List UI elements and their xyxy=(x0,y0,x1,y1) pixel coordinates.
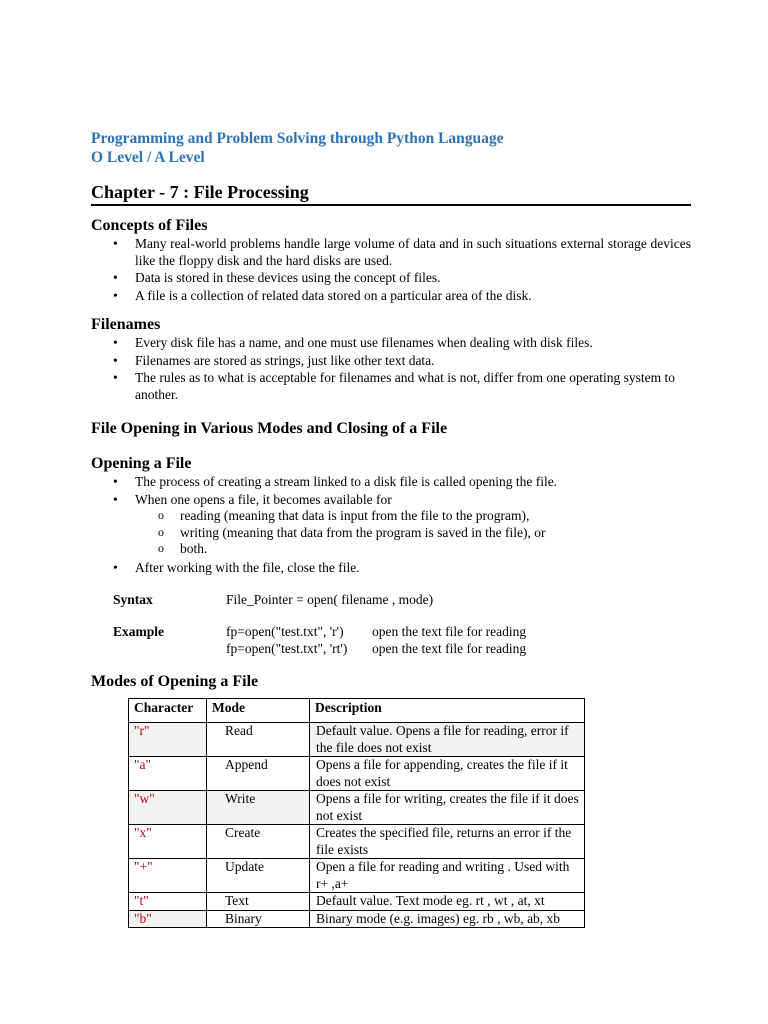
file-opening-heading: File Opening in Various Modes and Closing of a File xyxy=(91,420,448,437)
table-row xyxy=(129,723,585,757)
modes-heading: Modes of Opening a File xyxy=(91,673,259,690)
mode-desc: Binary mode (e.g. images) eg. rb , wb, ab, xb xyxy=(310,910,585,928)
mode-desc: Open a file for reading and writing . Used with r+ ,a+ xyxy=(310,859,585,893)
list-item-text: When one opens a file, it becomes available for xyxy=(135,491,392,507)
mode-name: Create xyxy=(207,825,310,859)
table-row xyxy=(129,825,585,859)
column-header: Description xyxy=(310,699,585,723)
sub-list xyxy=(135,508,691,558)
table-row xyxy=(129,859,585,893)
mode-desc: Opens a file for writing, creates the file if it does not exist xyxy=(310,791,585,825)
list-item xyxy=(91,492,691,558)
example-desc-1: open the text file for reading xyxy=(372,624,527,639)
list-item: • Data is stored in these devices using the concept of files. xyxy=(91,270,691,287)
mode-char: "x" xyxy=(129,825,207,859)
opening-list xyxy=(91,474,691,577)
example-code-1: fp=open("test.txt", 'r') xyxy=(226,624,344,639)
table-header-row xyxy=(129,699,585,723)
syntax-code: File_Pointer = open( filename , mode) xyxy=(226,592,434,607)
concepts-heading: Concepts of Files xyxy=(91,217,208,234)
modes-table xyxy=(128,698,585,928)
mode-char: "t" xyxy=(129,893,207,911)
list-item: • A file is a collection of related data stored on a particular area of the disk. xyxy=(91,288,691,305)
mode-char: "r" xyxy=(129,723,207,757)
example-code-2: fp=open("test.txt", 'rt') xyxy=(226,641,348,656)
mode-char: "+" xyxy=(129,859,207,893)
syntax-label: Syntax xyxy=(113,592,153,607)
example-desc-2: open the text file for reading xyxy=(372,641,527,656)
table-row xyxy=(129,757,585,791)
mode-desc: Creates the specified file, returns an error if the file exists xyxy=(310,825,585,859)
column-header: Character xyxy=(129,699,207,723)
sub-list-item: o writing (meaning that data from the program is saved in the file), or xyxy=(135,525,691,542)
list-item: • Many real-world problems handle large volume of data and in such situations external storage devices like the floppy disk and the hard disks are used. xyxy=(91,236,691,269)
column-header: Mode xyxy=(207,699,310,723)
mode-desc: Opens a file for appending, creates the file if it does not exist xyxy=(310,757,585,791)
course-level: O Level / A Level xyxy=(91,149,205,166)
table-row xyxy=(129,791,585,825)
mode-name: Write xyxy=(207,791,310,825)
mode-name: Read xyxy=(207,723,310,757)
example-label: Example xyxy=(113,624,165,639)
mode-name: Text xyxy=(207,893,310,911)
list-item: • Filenames are stored as strings, just like other text data. xyxy=(91,353,691,370)
chapter-title: Chapter - 7 : File Processing xyxy=(91,182,309,202)
filenames-heading: Filenames xyxy=(91,316,161,333)
table-row xyxy=(129,893,585,911)
sub-list-item: o reading (meaning that data is input from the file to the program), xyxy=(135,508,691,525)
opening-heading: Opening a File xyxy=(91,455,192,472)
sub-list-item: o both. xyxy=(135,541,691,558)
mode-name: Update xyxy=(207,859,310,893)
mode-desc: Default value. Text mode eg. rt , wt , at, xt xyxy=(310,893,585,911)
filenames-list xyxy=(91,335,691,404)
table-row xyxy=(129,910,585,928)
list-item: • After working with the file, close the file. xyxy=(91,560,691,577)
list-item: • The rules as to what is acceptable for filenames and what is not, differ from one operating system to another. xyxy=(91,370,691,403)
mode-name: Append xyxy=(207,757,310,791)
mode-desc: Default value. Opens a file for reading, error if the file does not exist xyxy=(310,723,585,757)
chapter-divider xyxy=(91,204,691,206)
concepts-list xyxy=(91,236,691,305)
mode-name: Binary xyxy=(207,910,310,928)
list-item: • The process of creating a stream linked to a disk file is called opening the file. xyxy=(91,474,691,491)
mode-char: "a" xyxy=(129,757,207,791)
course-title: Programming and Problem Solving through Python Language xyxy=(91,130,504,147)
mode-char: "b" xyxy=(129,910,207,928)
list-item: • Every disk file has a name, and one must use filenames when dealing with disk files. xyxy=(91,335,691,352)
mode-char: "w" xyxy=(129,791,207,825)
